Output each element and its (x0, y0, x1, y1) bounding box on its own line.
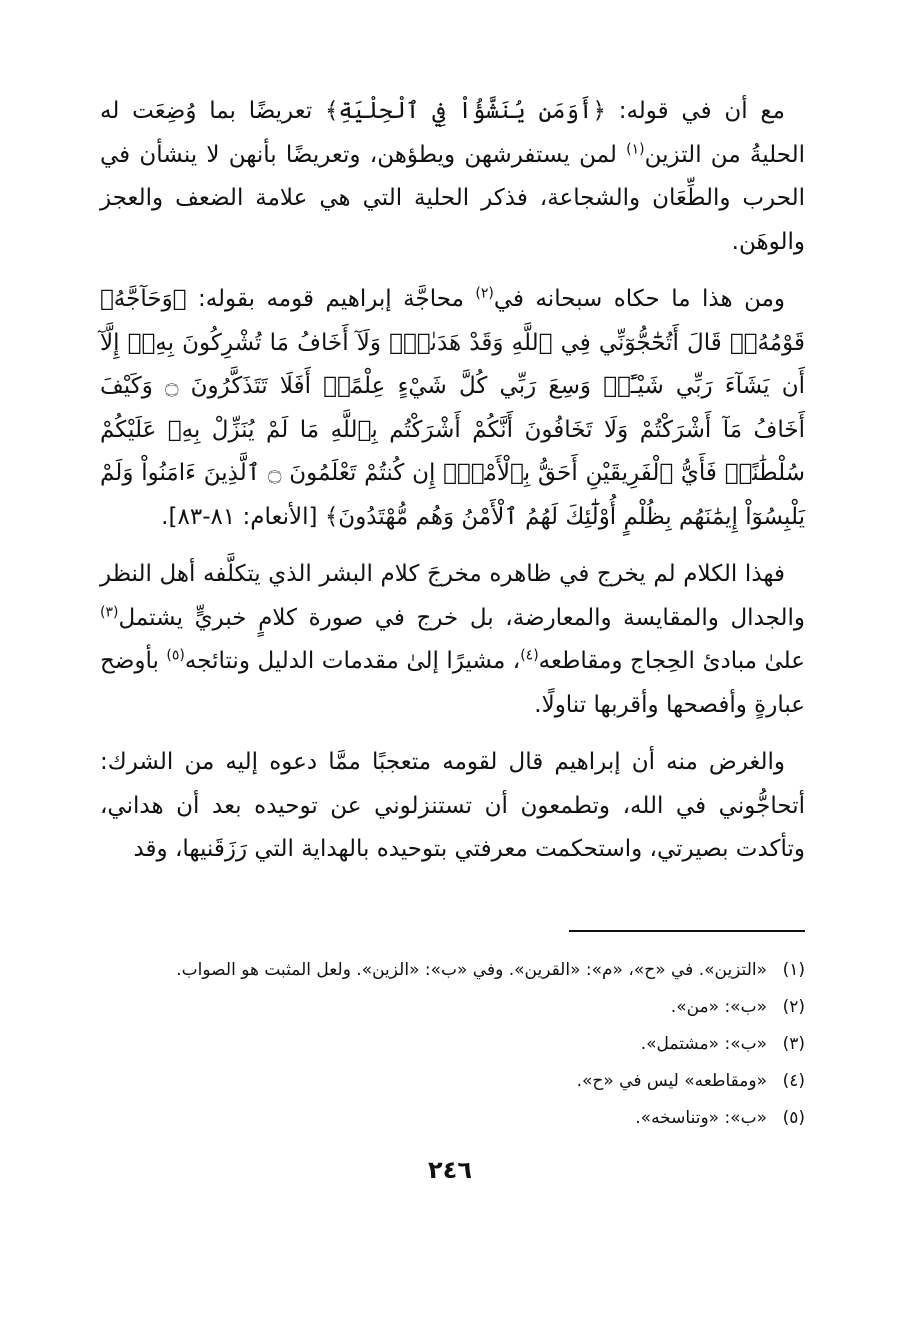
footnote-number: (٥) (782, 1108, 805, 1128)
p3-seg-0: فهذا الكلام لم يخرج في ظاهره مخرجَ كلام البشر الذي يتكلَّفه أهل النظر والجدال والمقايسة والمعارضة، بل خرج في صورة كلامٍ خبريٍّ يشتمل (100, 561, 805, 631)
main-text (100, 90, 805, 886)
footnote-ref-2[interactable]: (٢) (475, 285, 494, 302)
footnote-number: (٢) (782, 997, 805, 1017)
p3-seg-4: ، مشيرًا إلىٰ مقدمات الدليل ونتائجه (184, 648, 521, 674)
p3-seg-6: بأوضح عبارةٍ وأفصحها وأقربها تناولًا. (100, 648, 805, 718)
footnote-number: (٤) (782, 1071, 805, 1091)
footnote-1 (100, 952, 805, 989)
footnote-separator (569, 930, 805, 932)
footnote-ref-4[interactable]: (٤) (520, 647, 539, 664)
p1-seg-4: لمن يستفرشهن ويطؤهن، وتعريضًا بأنهن لا ينشأن في الحرب والطِّعَان والشجاعة، فذكر الحلية التي هي علامة الضعف والعجز والوهَن. (100, 141, 805, 255)
footnote-ref-3[interactable]: (٣) (100, 603, 119, 620)
p2-seg-2: محاجَّة إبراهيم قومه بقوله: (186, 286, 476, 312)
footnote-ref-1[interactable]: (١) (626, 140, 645, 157)
quran-citation: [الأنعام: ٨١-٨٣]. (161, 503, 325, 530)
footnote-3 (100, 1026, 805, 1063)
footnote-number: (٣) (782, 1034, 805, 1054)
quran-verse: ﴿وَحَآجَّهُۥ قَوْمُهُۥۚ قَالَ أَتُحَٰٓجُّوٓنِّي فِي ٱللَّهِ وَقَدْ هَدَىٰنِۚ وَلَآ أَخَافُ مَا تُشْرِكُونَ بِهِۦٓ إِلَّآ أَن يَشَآءَ رَبِّي شَيْـًٔاۗ وَسِعَ رَبِّي كُلَّ شَيْءٍ عِلْمًاۗ أَفَلَا تَتَذَكَّرُونَ ۝ وَكَيْفَ أَخَافُ مَآ أَشْرَكْتُمْ وَلَا تَخَافُونَ أَنَّكُمْ أَشْرَكْتُم بِٱللَّهِ مَا لَمْ يُنَزِّلْ بِهِۦ عَلَيْكُمْ سُلْطَٰنًاۚ فَأَيُّ ٱلْفَرِيقَيْنِ أَحَقُّ بِٱلْأَمْنِۖ إِن كُنتُمْ تَعْلَمُونَ ۝ ٱلَّذِينَ ءَامَنُواْ وَلَمْ يَلْبِسُوٓاْ إِيمَٰنَهُم بِظُلْمٍ أُوْلَٰٓئِكَ لَهُمُ ٱلْأَمْنُ وَهُم مُّهْتَدُونَ﴾ (100, 286, 805, 530)
footnote-5 (100, 1100, 805, 1137)
paragraph-3 (100, 553, 805, 727)
footnote-text: «التزين». في «ح»، «م»: «القرين». وفي «ب»: «الزين». ولعل المثبت هو الصواب. (176, 960, 767, 980)
p1-seg-2: تعريضًا بما وُضِعَت له الحليةُ من التزين (100, 98, 806, 168)
paragraph-1 (100, 90, 805, 264)
p1-seg-0: مع أن في قوله: (605, 98, 785, 124)
footnote-2 (100, 989, 805, 1026)
page-number: ٢٤٦ (428, 1156, 472, 1184)
footnote-text: «ب»: «مشتمل». (640, 1034, 767, 1054)
paragraph-2 (100, 278, 805, 539)
footnote-4 (100, 1063, 805, 1100)
footnote-number: (١) (782, 960, 805, 980)
quran-verse: ﴿أَوَمَن يُنَشَّؤُاْ فِي ٱلْحِلْيَةِ﴾ (325, 98, 606, 124)
footnote-text: «ب»: «وتناسخه». (635, 1108, 767, 1128)
footnotes (100, 952, 805, 1137)
p3-seg-2: علىٰ مبادئ الحِجاج ومقاطعه (538, 648, 805, 674)
footnote-ref-5[interactable]: (٥) (166, 647, 185, 664)
paragraph-4 (100, 741, 805, 872)
p4-seg-0: والغرض منه أن إبراهيم قال لقومه متعجبًا ممَّا دعوه إليه من الشرك: أتحاجُّوني في الله، وتطمعون أن تستنزلوني عن توحيده بعد أن هداني، وتأكدت بصيرتي، واستحكمت معرفتي بتوحيده بالهداية التي رَزَقَنيها، وقد (100, 749, 805, 862)
p2-seg-0: ومن هذا ما حكاه سبحانه في (493, 286, 785, 312)
footnote-text: «ومقاطعه» ليس في «ح». (576, 1071, 767, 1091)
footnote-text: «ب»: «من». (670, 997, 767, 1017)
